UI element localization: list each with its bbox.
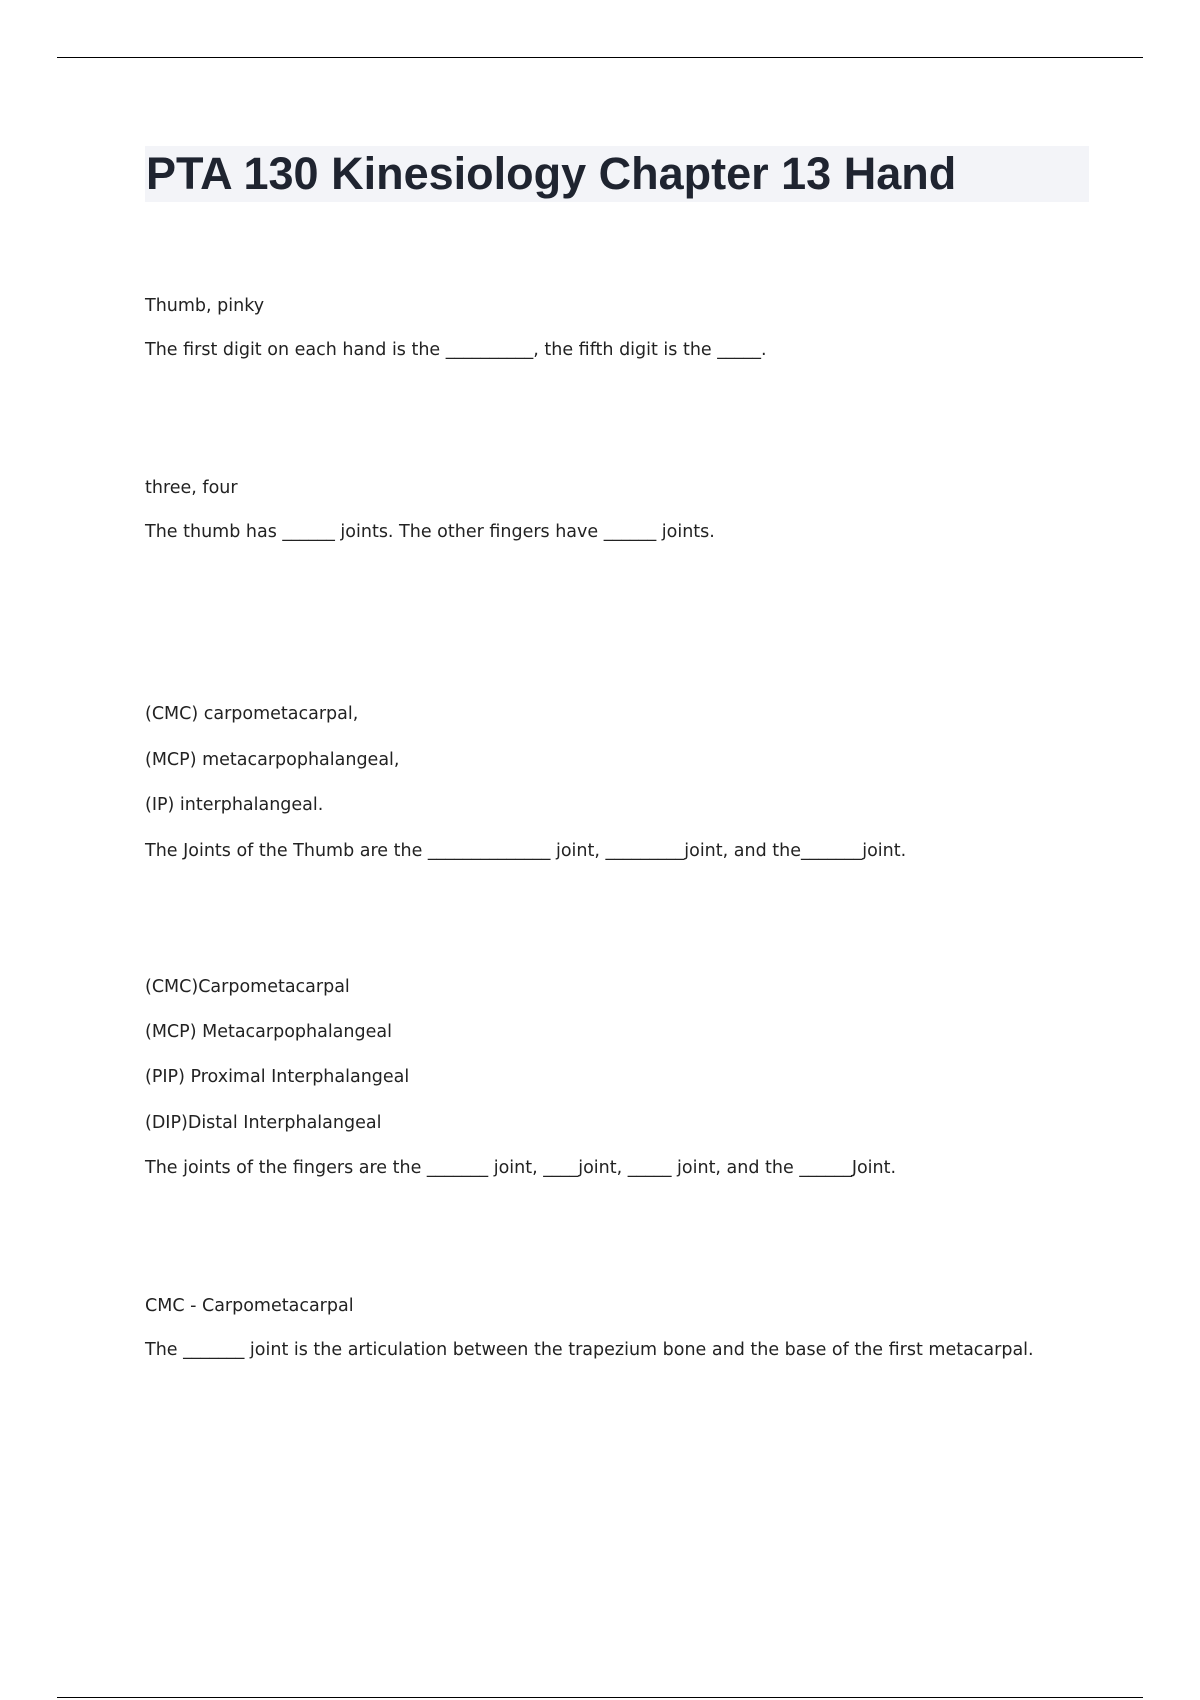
card-4-answer-line-1: (CMC)Carpometacarpal (145, 977, 350, 997)
card-4-question: The joints of the fingers are the _______ joint, ____joint, _____ joint, and the ______Joint. (145, 1158, 897, 1178)
bottom-rule (57, 1697, 1143, 1698)
card-2-question: The thumb has ______ joints. The other fingers have ______ joints. (145, 522, 715, 542)
page-title: PTA 130 Kinesiology Chapter 13 Hand (146, 148, 957, 199)
card-4-answer-line-3: (PIP) Proximal Interphalangeal (145, 1067, 410, 1087)
card-4-answer-line-2: (MCP) Metacarpophalangeal (145, 1022, 392, 1042)
card-1-answer: Thumb, pinky (145, 296, 265, 316)
card-3-answer-line-1: (CMC) carpometacarpal, (145, 704, 359, 724)
card-1-question: The first digit on each hand is the __________, the fifth digit is the _____. (145, 340, 767, 360)
card-4-answer-line-4: (DIP)Distal Interphalangeal (145, 1113, 382, 1133)
card-5-question: The _______ joint is the articulation between the trapezium bone and the base of the first metacarpal. (145, 1340, 1034, 1360)
card-3-answer-line-3: (IP) interphalangeal. (145, 795, 324, 815)
card-5-answer: CMC - Carpometacarpal (145, 1296, 354, 1316)
top-rule (57, 57, 1143, 58)
card-3-answer-line-2: (MCP) metacarpophalangeal, (145, 750, 400, 770)
card-2-answer: three, four (145, 478, 238, 498)
card-3-question: The Joints of the Thumb are the ______________ joint, _________joint, and the_______joint. (145, 841, 907, 861)
